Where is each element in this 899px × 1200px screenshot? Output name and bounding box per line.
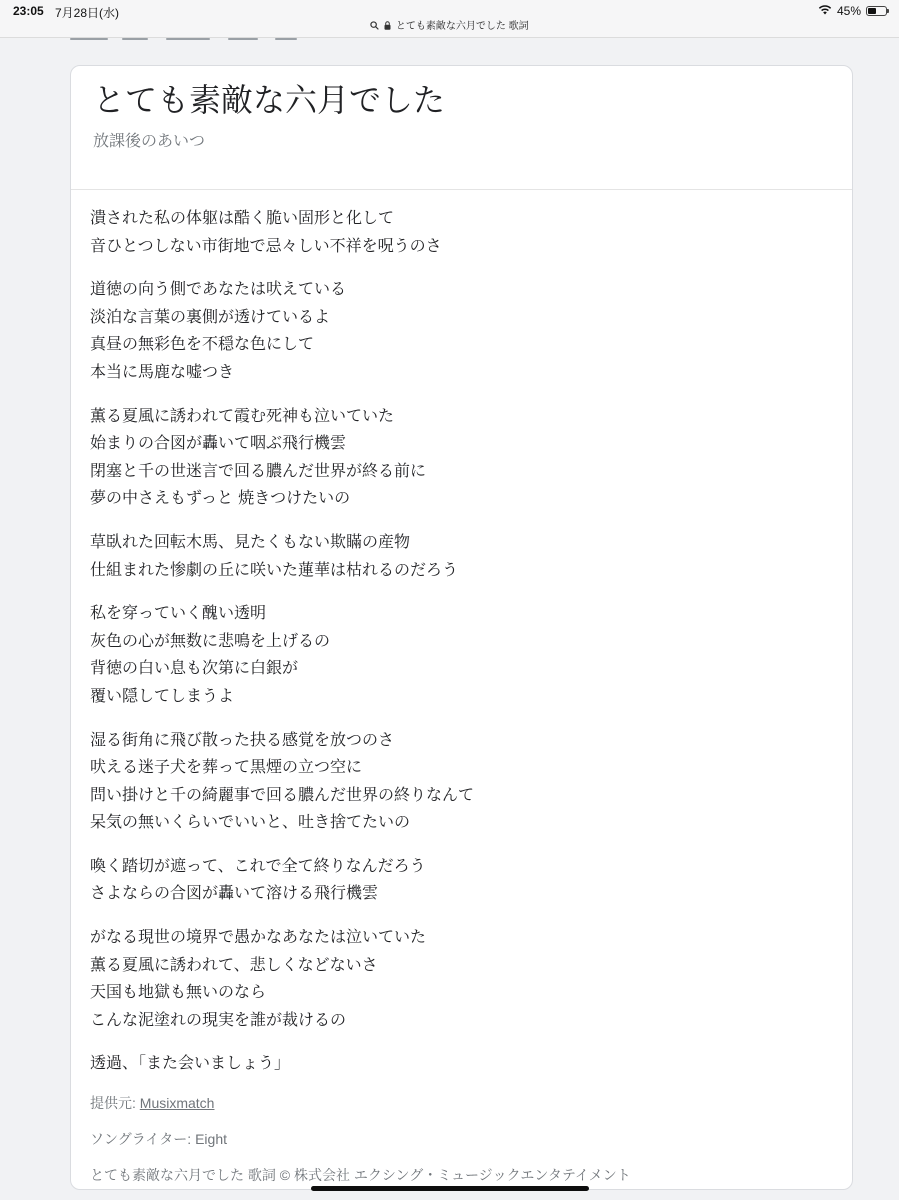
status-date: 7月28日(水) [55, 6, 120, 20]
lyrics-line: 灰色の心が無数に悲鳴を上げるの [90, 630, 331, 650]
copyright: とても素敵な六月でした 歌詞 © 株式会社 エクシング・ミュージックエンタテイメント [90, 1167, 631, 1184]
lyrics-line: 潰された私の体躯は酷く脆い固形と化して [90, 208, 395, 227]
lyrics-stanza [90, 726, 852, 836]
battery-percent: 45% [836, 4, 861, 18]
lyrics-line: 薫る夏風に誘われて霞む死神も泣いていた [90, 405, 395, 425]
address-bar[interactable] [0, 17, 899, 33]
lyrics-line: 本当に馬鹿な嘘つき [90, 361, 235, 381]
lyrics-line: 始まりの合図が轟いて咽ぶ飛行機雲 [90, 433, 347, 453]
lyrics-line: 吠える迷子犬を葬って黒煙の立つ空に [90, 757, 363, 777]
songwriter: ソングライター: Eight [90, 1131, 227, 1148]
card-header [71, 66, 852, 190]
lyrics-line: 夢の中さえもずっと 焼きつけたいの [90, 488, 351, 508]
song-artist[interactable]: 放課後のあいつ [93, 131, 206, 150]
lyrics-line: 天国も地獄も無いのなら [90, 982, 267, 1002]
lyrics-line: 真昼の無彩色を不穏な色にして [90, 334, 315, 354]
lyrics-stanza [90, 275, 852, 385]
lyrics-line: がなる現世の境界で愚かなあなたは泣いていた [90, 927, 427, 947]
provider-label: 提供元: [90, 1095, 140, 1112]
lyrics-stanza [90, 204, 852, 259]
lyrics-line: 淡泊な言葉の裏側が透けているよ [90, 306, 331, 326]
lyrics-line: 薫る夏風に誘われて、悲しくなどないさ [90, 954, 378, 974]
lyrics-line: 私を穿っていく醜い透明 [90, 603, 267, 623]
lyrics-body [71, 190, 852, 1077]
provider-row [90, 1093, 852, 1129]
lyrics-line: 透過、「また会いましょう」 [90, 1053, 291, 1073]
lyrics-stanza [90, 528, 852, 583]
lyrics-line: 覆い隠してしまうよ [90, 685, 235, 705]
lyrics-line: 仕組まれた惨劇の丘に咲いた蓮華は枯れるのだろう [90, 559, 459, 579]
wifi-icon [818, 4, 832, 18]
battery-level [868, 8, 876, 14]
lyrics-line: 閉塞と千の世迷言で回る膿んだ世界が終る前に [90, 460, 427, 480]
lyrics-line: 背徳の白い息も次第に白銀が [90, 658, 299, 678]
lyrics-line: さよならの合図が轟いて溶ける飛行機雲 [90, 883, 379, 903]
lyrics-line: 湿る街角に飛び散った抉る感覚を放つのさ [90, 729, 395, 749]
lyrics-line: 音ひとつしない市街地で忌々しい不祥を呪うのさ [90, 235, 442, 255]
provider-link[interactable]: Musixmatch [139, 1095, 215, 1112]
battery-icon [866, 6, 887, 16]
lyrics-stanza [90, 852, 852, 907]
status-time: 23:05 [13, 4, 44, 18]
lyrics-stanza [90, 599, 852, 709]
status-indicators [818, 4, 887, 18]
lyrics-line: 呆気の無いくらいでいいと、吐き捨てたいの [90, 812, 411, 832]
lyrics-line: 喚く踏切が遮って、これで全て終りなんだろう [90, 855, 426, 875]
lyrics-line: 草臥れた回転木馬、見たくもない欺瞞の産物 [90, 531, 411, 551]
lyrics-line: 道徳の向う側であなたは吠えている [90, 279, 347, 299]
song-title: とても素敵な六月でした [93, 81, 446, 119]
search-icon [370, 21, 379, 33]
url-text: とても素敵な六月でした 歌詞 [395, 21, 529, 32]
lyrics-stanza [90, 923, 852, 1033]
lyrics-stanza [90, 402, 852, 512]
lyrics-line: 問い掛けと千の綺麗事で回る膿んだ世界の終りなんて [90, 784, 475, 804]
home-indicator[interactable] [311, 1186, 589, 1191]
clipped-page-text [70, 32, 310, 40]
lyrics-stanza [90, 1049, 852, 1077]
lyrics-meta [71, 1093, 852, 1190]
lyrics-line: こんな泥塗れの現実を誰が裁けるの [90, 1009, 347, 1029]
lock-icon [384, 21, 391, 33]
lyrics-card [70, 65, 853, 1190]
